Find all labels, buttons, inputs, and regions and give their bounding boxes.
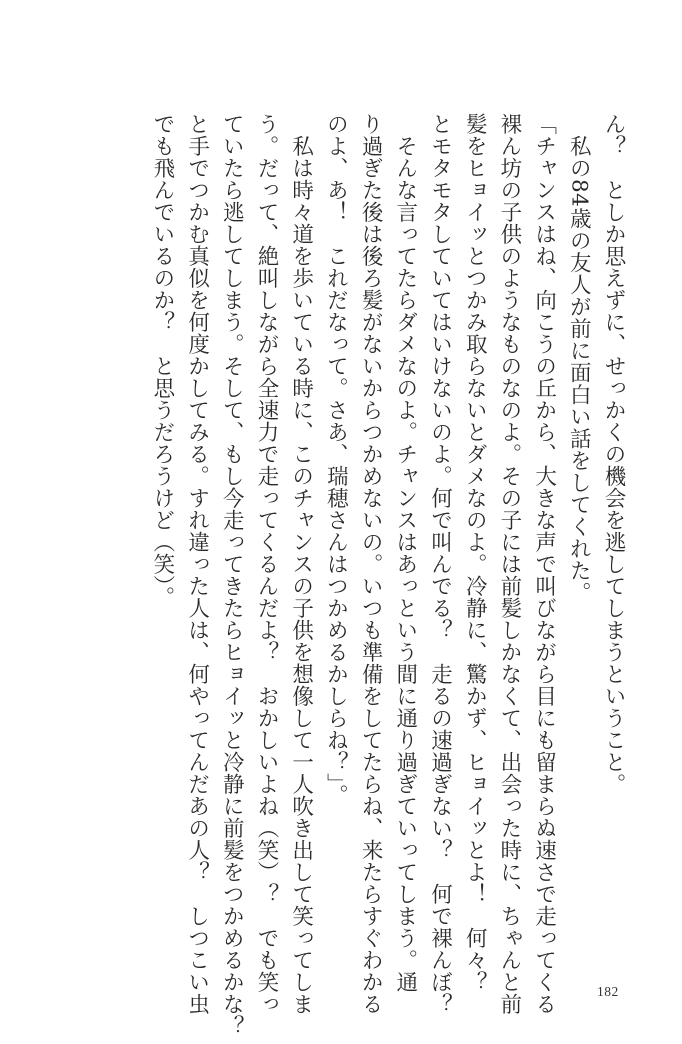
text-line: と手でつかむ真似を何度かしてみる。すれ違った人は、何やってんだあの人？ しつこい虫 <box>184 113 210 1015</box>
text-line: 私は時々道を歩いている時に、このチャンスの子供を想像して一人吹き出して笑ってしま <box>288 113 314 1015</box>
text-line: 髪をヒョイッとつかみ取らないとダメなのよ。冷静に、驚かず、ヒョイッとよ！ 何々？ <box>462 113 488 993</box>
text-line: 裸ん坊の子供のようなものなのよ。その子には前髪しかなくて、出会った時に、ちゃんと前 <box>496 113 522 1015</box>
text-line: のよ、あ！ これだなって。さあ、瑞穂さんはつかめるかしらね？」。 <box>323 113 349 807</box>
page-number: 182 <box>597 984 619 999</box>
text-line: とモタモタしていてはいけないのよ。何で叫んでる？ 走るの速過ぎない？ 何で裸んぼ？ <box>427 113 453 1015</box>
text-line: そんな言ってたらダメなのよ。チャンスはあっという間に通り過ぎていってしまう。通 <box>392 113 418 993</box>
text-line: ん？ としか思えずに、せっかくの機会を逃してしまうということ。 <box>601 113 626 795</box>
text-line: でも飛んでいるのか？ と思うだろうけど（笑）。 <box>149 113 175 609</box>
text-line: う。だって、絶叫しながら全速力で走ってくるんだよ？ おかしいよね（笑）？ でも笑っ <box>253 113 279 1015</box>
text-line: ていたら逃してしまう。そして、もし今走ってきたらヒョイッと冷静に前髪をつかめるかな？ <box>219 113 245 1037</box>
text-line: り過ぎた後は後ろ髪がないからつかめないの。いつも準備をしてたらね、来たらすぐわかる <box>358 113 384 1015</box>
text-line: 私の84歳の友人が前に面白い話をしてくれた。 <box>566 113 592 604</box>
text-line: 「チャンスはね、向こうの丘から、大きな声で叫びながら目にも留まらぬ速さで走ってくる <box>531 113 557 1015</box>
